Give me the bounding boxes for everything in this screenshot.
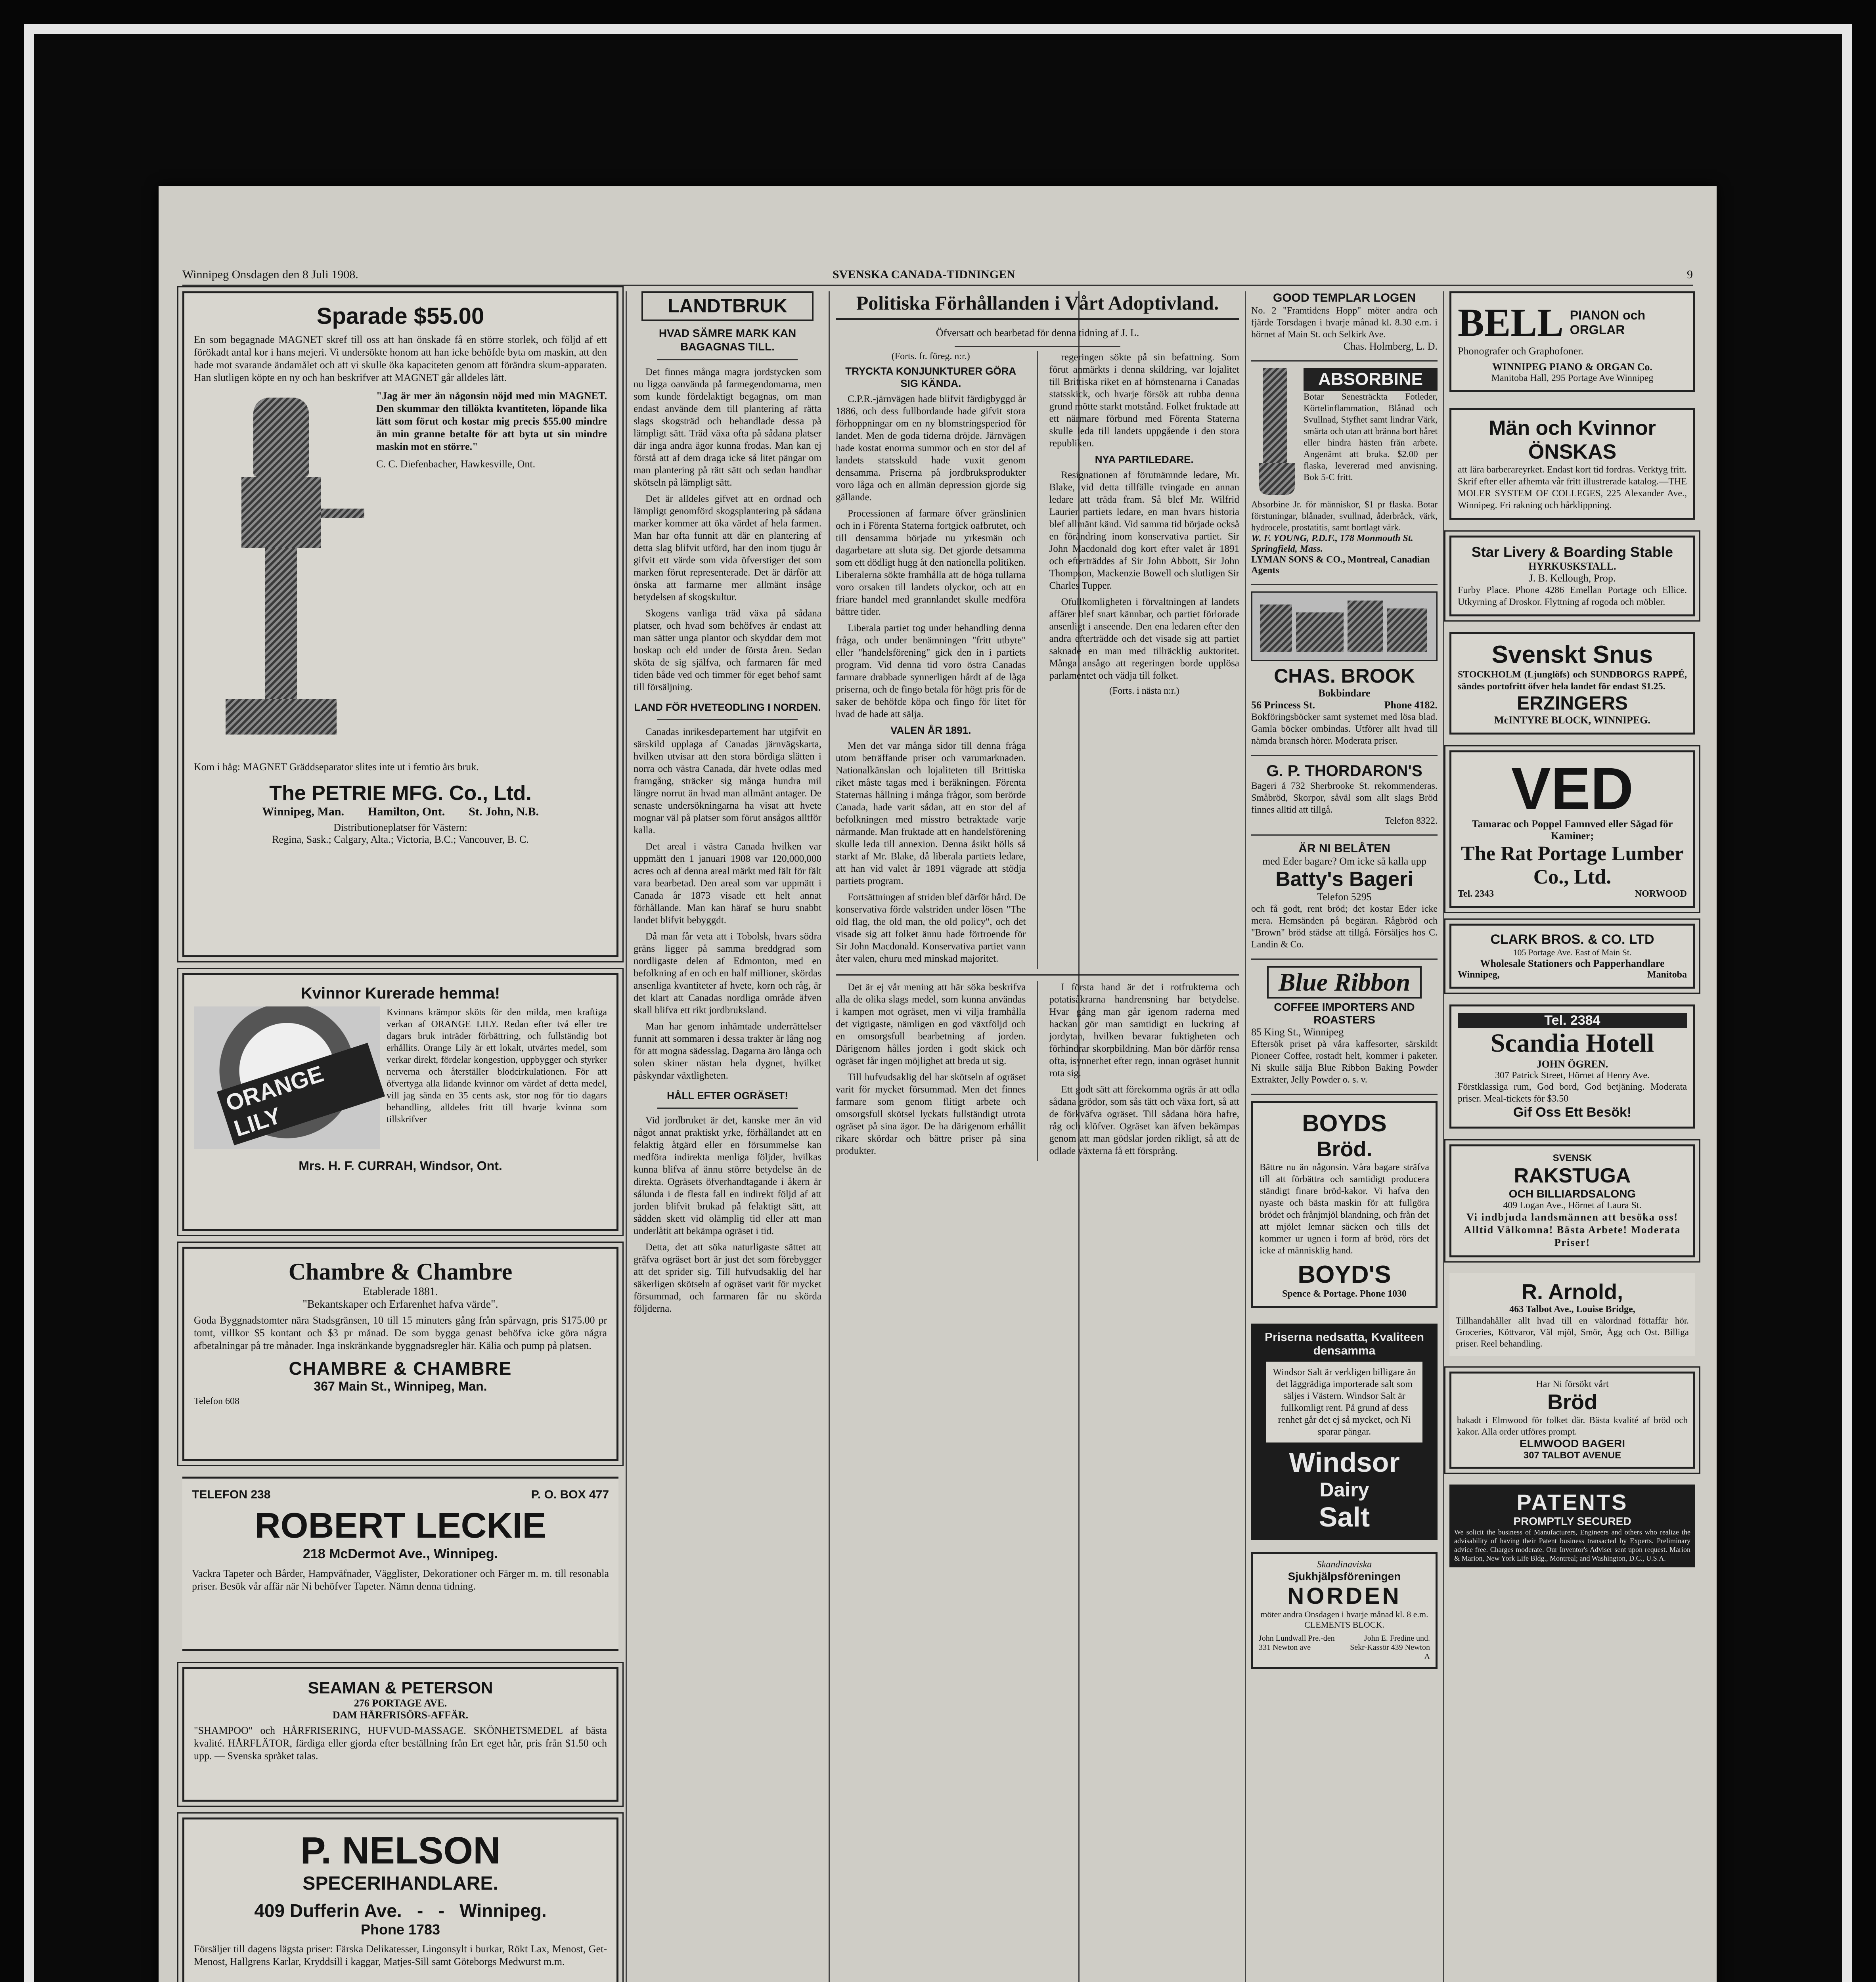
ad-title: RAKSTUGA xyxy=(1514,1164,1631,1187)
article-paragraph: C.P.R.-järnvägen hade blifvit färdigbyggd år 1886, och dess fullbordande hade gifvit stora förhoppningar om en ny blomstringsperiod för landet. Men de goda tiderna dröjde. Järnvägen hade kostat enorma summor och en stor del af landets statsskuld hade vuxit genom densamma. Priserna på jordbruksprodukter voro låga och en allmän depression gjorde sig gällande. xyxy=(836,394,1026,503)
ad-sub: Sjukhjälpsföreningen xyxy=(1288,1570,1401,1582)
ad-clark-bros xyxy=(1449,924,1695,989)
article-paragraph: Man har genom inhämtade underrättelser funnit att sommaren i dessa trakter är lång nog för att mogna sädesslag. Dagarna äro långa och solen skiner nästan hela dygnet, hvilket påskyndar växtligheten. xyxy=(634,1021,821,1081)
ad-boyds xyxy=(1251,1101,1438,1308)
masthead-title: SVENSKA CANADA-TIDNINGEN xyxy=(833,268,1015,281)
column-ads-left xyxy=(182,291,618,1982)
ad-title: Sparade $55.00 xyxy=(316,303,484,329)
ad-name: ERZINGERS xyxy=(1516,693,1628,714)
ad-est: Etablerade 1881. xyxy=(363,1286,438,1298)
article-paragraph: Canadas inrikesdepartement har utgifvit en särskild upplaga af Canadas järnvägskarta, hvilken utvisar att den stora bördiga slätten i norra och västra Canada, där hvete odlas med framgång, sträcker sig många hundra mil längre norrut än hvad man allmänt antager. De senaste undersökningarna ha visat att hvete mognar väl på platser som förut ansågos alltför kalla. xyxy=(634,727,821,836)
page-number: 9 xyxy=(1687,268,1693,281)
ad-text: Wholesale Stationers och Papperhandlare xyxy=(1480,958,1665,969)
ad-rakstuga xyxy=(1449,1144,1695,1257)
ad-star-livery xyxy=(1449,536,1695,616)
ad-text: Goda Byggnadstomter nära Stadsgränsen, 10 till 15 minuters gång från spårvagn, pris $175.00 pr tomt, villkor $5 kontant och $3 pr månad. De som bygga genast behöfva icke göra några afbetalningar på tre månader. Inga inskränkande byggnadsregler här. Kälia och pump på platsen. xyxy=(194,1314,607,1351)
ad-address: 307 Patrick Street, Hörnet af Henry Ave. xyxy=(1495,1070,1650,1081)
ad-phone: Telefon 608 xyxy=(194,1396,239,1406)
ad-company: The PETRIE MFG. Co., Ltd. xyxy=(269,782,532,805)
ad-title: Star Livery & Boarding Stable xyxy=(1471,544,1673,560)
ad-owner: J. B. Kellough, Prop. xyxy=(1529,572,1616,584)
ad-phone: Phone 4182. xyxy=(1384,699,1438,711)
ad-brand: Dairy xyxy=(1319,1479,1369,1501)
ad-name: BELL xyxy=(1458,300,1564,344)
ad-trade: Bokbindare xyxy=(1318,687,1371,699)
newspaper-page xyxy=(159,186,1717,1982)
article-paragraph: Liberala partiet tog under behandling denna fråga, och under benämningen "fritt utbyte" eller "handelsförening" gick den in i partiets program. Vid denna tid voro östra Canadas farmare drabbade synnerligen hårdt af de låga priserna, och de fingo betala för högt pris för de saker de behöfde köpa och fingo för litet för hvad de hade att sälja. xyxy=(836,623,1026,719)
article-continued: (Forts. i nästa n:r.) xyxy=(1109,686,1179,696)
ad-signer: C. C. Diefenbacher, Hawkesville, Ont. xyxy=(376,458,536,470)
ad-address: 409 Dufferin Ave. - - Winnipeg. xyxy=(254,1900,547,1921)
ad-address: 307 TALBOT AVENUE xyxy=(1523,1450,1621,1461)
ad-elmwood xyxy=(1449,1372,1695,1469)
ad-norden xyxy=(1251,1552,1438,1669)
ad-signer: Chas. Holmberg, L. D. xyxy=(1343,341,1438,352)
lily-flower-illustration xyxy=(194,1006,380,1149)
ad-phone: Telefon 5295 xyxy=(1317,891,1372,903)
column-rule xyxy=(1443,291,1444,1982)
article-paragraph: Till hufvudsaklig del har skötseln af ogräset varit för mycket försummad. Men det finnes farmare som genom flitigt arbete och omsorgsfull skötsel lyckats fullständigt utrota ogräset på sina ägor. De ha därigenom erhållit rikare skördar och bättre priser på sina produkter. xyxy=(836,1072,1026,1156)
column-ads-right xyxy=(1449,291,1695,1982)
article-paragraph: Men det var många sidor till denna fråga utom beträffande priser och varumarknaden. Nationalkänslan och lojaliteten till Brittiska riket måste tagas med i beräkningen. Förenta Staternas hållning i många frågor, som berörde Canada, hade varit sådan, att en stor del af befolkningen med misstro betraktade varje närmande. Man fruktade att en handelsförening skulle leda till annexion. Denna åsikt hölls så starkt af Mr. Blake, då liberala partiets ledare, att han vid valet år 1891 vägrade att stödja partiets program. xyxy=(836,740,1026,886)
ad-good-templar xyxy=(1251,291,1438,352)
ad-address: Spence & Portage. Phone 1030 xyxy=(1282,1289,1407,1299)
ad-text: STOCKHOLM (Ljunglöfs) och SUNDBORGS RAPPÉ, sändes portofritt öfver hela landet för endast $1.25. xyxy=(1458,670,1687,692)
ad-text: att lära barberareyrket. Endast kort tid fordras. Verktyg fritt. Skrif efter eller afhemta vår fritt illustrerade katalog.—THE MOLER SYSTEM OF COLLEGES, 225 Alexander Ave., Winnipeg. Fri rakning och hårklippning. xyxy=(1458,465,1687,511)
ad-sub: OCH BILLIARDSALONG xyxy=(1508,1188,1636,1200)
ad-prov: Manitoba xyxy=(1647,970,1687,980)
article-paragraph: Det finnes många magra jordstycken som nu ligga oanvända på farmegendomarna, men som kunde fördelaktigt begagnas, om man endast använde dem till plantering af rätta slags skogsträd och behandlade dessa på lämpligt sätt. Träd växa ofta på sådana platser där inga andra ägor kunna frodas. Man kan ej förstå att af dem draga icke så litet pängar om man plantering på rätt sätt och sedan handhar skötseln på lämpligt sätt. xyxy=(634,367,821,488)
ad-text: En som begagnade MAGNET skref till oss att han önskade få en större storlek, och följd af ett förökadt antal kor i hans mejeri. Vi undersökte honom att han icke behöfde byta om maskin, att den hade mot svarande ändamålet och att vi skulle öka kapaciteten genom att förändra skum-apparaten. Han slutligen köpte en ny och han beskrifver att MAGNET går alldeles lätt. xyxy=(194,334,607,383)
article-paragraph: Skogens vanliga träd växa på sådana platser, och hvad som behöfves är endast att man sätter unga plantor och skyddar dem mot boskap och eld under de första åren. Sedan sköta de sig själfva, och farmaren får med tiden både ved och timmer för eget behof samt till försäljning. xyxy=(634,608,821,693)
ad-name: G. P. THORDARON'S xyxy=(1266,762,1422,780)
ad-question: Har Ni försökt vårt xyxy=(1536,1379,1609,1389)
books-illustration xyxy=(1251,591,1438,661)
article-paragraph: Detta, det att söka naturligaste sättet att gräfva ogräset bort är just det som förebygger att det sprider sig. Till hufvudsaklig del har säkerligen skötseln af ogräset varit för mycket försummad, och farmaren får nu skörda följderna. xyxy=(634,1242,821,1314)
ad-officer: John E. Fredine und. Sekr-Kassör 439 Newton A xyxy=(1350,1634,1430,1661)
ad-address: Manitoba Hall, 295 Portage Ave Winnipeg xyxy=(1491,373,1654,383)
ad-address: 105 Portage Ave. East of Main St. xyxy=(1513,947,1632,957)
ad-pre: SVENSK xyxy=(1552,1153,1592,1163)
column-rule xyxy=(626,291,627,1982)
ad-address: 85 King St., Winnipeg xyxy=(1251,1026,1344,1038)
ad-seaman xyxy=(182,1667,618,1802)
column-ads-center xyxy=(1251,291,1438,1982)
article-paragraph: Vid jordbruket är det, kanske mer än vid något annat praktiskt yrke, förhållandet att en felaktig åtgärd eller en försummelse kan medföra indirekta menliga följder, hvilkas kunna blifva af ännu större betydelse än de direkta. Ogräsets öfverhandtagande i åkern är sålunda i de flesta fall en indirekt följd af att jorden blifvit brukad på felaktigt sätt, att sådden skett vid olämplig tid eller att man underlåtit att bekämpa ogräset i tid. xyxy=(634,1115,821,1236)
ad-address: 409 Logan Ave., Hörnet af Laura St. xyxy=(1503,1200,1642,1211)
column-rule xyxy=(1245,291,1246,1982)
ad-name: SEAMAN & PETERSON xyxy=(308,1678,493,1697)
article-byline: Öfversatt och bearbetad för denna tidning af J. L. xyxy=(936,327,1139,339)
ad-title: COFFEE IMPORTERS AND ROASTERS xyxy=(1274,1001,1415,1026)
ad-petrie xyxy=(182,291,618,957)
ad-name: P. NELSON xyxy=(300,1829,501,1872)
ad-name: BOYD'S xyxy=(1298,1261,1391,1288)
ad-agent: W. F. YOUNG, P.D.F., 178 Monmouth St. Springfield, Mass. xyxy=(1251,533,1413,554)
column-rule xyxy=(829,291,830,1982)
ad-name: ROBERT LECKIE xyxy=(255,1506,546,1546)
ad-dist-label: Distributioneplatser för Västern: xyxy=(333,822,467,833)
masthead-date: Winnipeg Onsdagen den 8 Juli 1908. xyxy=(182,268,358,281)
ad-phone: Phone 1783 xyxy=(360,1921,440,1938)
ad-logo: Blue Ribbon xyxy=(1267,966,1422,999)
ad-blue-ribbon xyxy=(1251,966,1438,1086)
ad-sub: med Eder bagare? Om icke så kalla upp xyxy=(1262,855,1426,867)
ad-name: Bröd xyxy=(1547,1390,1597,1414)
ad-text: Furby Place. Phone 4286 Emellan Portage och Ellice. Utkyrning af Droskor. Flyttning af rogoda och möbler. xyxy=(1458,585,1687,607)
ad-title: Chambre & Chambre xyxy=(288,1259,513,1285)
article-paragraph: Ett godt sätt att förekomma ogräs är att odla sådana grödor, som sås tätt och växa fort, så att de förkväfva ogräset. Till sådana höra hafre, råg och klöfver. Ogräset kan äfven bekämpas genom att man gödslar jorden rikligt, så att de odlade växterna få ett försprång. xyxy=(1049,1084,1239,1156)
ad-text: Tillhandahåller allt hvad till en välordnad föttaffär hör. Groceries, Köttvaror, Väl mjöl, Smör, Ägg och Ost. Billiga priser. Reel behandling. xyxy=(1456,1316,1689,1349)
column-landtbruk xyxy=(634,291,821,1982)
ad-chambre xyxy=(182,1247,618,1461)
ad-city: Winnipeg, xyxy=(1458,970,1500,980)
ad-scandia-hotell xyxy=(1449,1004,1695,1129)
ad-caption: Kom i håg: MAGNET Gräddseparator slites inte ut i femtio års bruk. xyxy=(194,761,479,773)
ad-ved xyxy=(1449,750,1695,908)
ad-top: Priserna nedsatta, Kvaliteen densamma xyxy=(1265,1331,1424,1357)
ad-address: 56 Princess St. xyxy=(1251,699,1315,711)
article-title: Politiska Förhållanden i Vårt Adoptivland. xyxy=(856,292,1219,314)
ad-sub: Bröd. xyxy=(1316,1137,1373,1161)
ad-windsor-salt xyxy=(1251,1324,1438,1540)
ad-cities: Winnipeg, Man. Hamilton, Ont. St. John, N.B. xyxy=(262,805,539,818)
ad-text: Bokföringsböcker samt systemet med lösa blad. Gamla böcker ombindas. Utförer allt hvad till nämda bransch hörer. Moderata priser. xyxy=(1251,712,1438,746)
ad-thordarson xyxy=(1251,762,1438,826)
ad-firm: CHAMBRE & CHAMBRE xyxy=(289,1358,512,1379)
ad-title: Svenskt Snus xyxy=(1491,641,1653,668)
ad-text: We solicit the business of Manufacturers, Engineers and others who realize the advisability of having their Patent business transacted by Experts. Preliminary advice free. Charges moderate. Our Inventor's Adviser sent upon request. Marion & Marion, New York Life Bldg., Montreal; and Washington, D.C., U.S.A. xyxy=(1454,1528,1690,1562)
ad-pre: Skandinaviska xyxy=(1317,1559,1372,1570)
ad-box: P. O. BOX 477 xyxy=(531,1488,609,1501)
ad-name: R. Arnold, xyxy=(1522,1280,1623,1304)
ad-officer: John Lundwall Pre.-den 331 Newton ave xyxy=(1259,1634,1335,1652)
article-headline: LAND FÖR HVETEODLING I NORDEN. xyxy=(634,701,821,713)
ad-chas-brook xyxy=(1251,591,1438,747)
ad-title: BOYDS xyxy=(1302,1110,1387,1136)
masthead xyxy=(182,266,1693,286)
ad-tel: TELEFON 238 xyxy=(192,1488,271,1501)
ad-text: "SHAMPOO" och HÅRFRISERING, HUFVUD-MASSAGE. SKÖNHETSMEDEL af bästa kvalité. HÅRFLÄTOR, färdiga eller gjorda efter beställning från Ert eget hår, pris från $1.50 och upp. — Svenska språket talas. xyxy=(194,1725,607,1762)
article-headline: HVAD SÄMRE MARK KAN BAGAGNAS TILL. xyxy=(659,327,796,353)
ad-signer: Mrs. H. F. CURRAH, Windsor, Ont. xyxy=(299,1159,502,1173)
article-headline: TRYCKTA KONJUNKTURER GÖRA SIG KÄNDA. xyxy=(845,365,1016,389)
article-headline: HÅLL EFTER OGRÄSET! xyxy=(667,1090,788,1102)
ad-text: Försäljer till dagens lägsta priser: Färska Delikatesser, Lingonsylt i burkar, Rökt Lax, Menost, Get-Menost, Hallgrens Karlar, Kryddsill i kaggar, Matjes-Sill samt Göteborgs Medwurst m.m. xyxy=(194,1943,607,1967)
column-politics xyxy=(836,291,1239,1982)
ad-name: Batty's Bageri xyxy=(1275,868,1413,891)
ad-address: 276 PORTAGE AVE. xyxy=(354,1697,447,1709)
ad-text: Absorbine Jr. för människor, $1 pr flaska. Botar förstuningar, blånader, svullnad, åderbråck, värk, hydrocele, prostatitis, samt bortlagt värk. xyxy=(1251,499,1438,532)
ad-bell-piano xyxy=(1449,291,1695,392)
ad-co: WINNIPEG PIANO & ORGAN Co. xyxy=(1492,361,1652,373)
ad-text: möter andra Onsdagen i hvarje månad kl. 8 e.m. CLEMENTS BLOCK. xyxy=(1260,1609,1428,1630)
article-paragraph: I första hand är det i rotfrukterna och potatisåkrarna handrensning har betydelse. Hvar gång man går igenom raderna med hackan gör man samtidigt en luckring af jordytan, hvilken bevarar fuktigheten och förhindrar skorpbildning. Man bör därför rensa ofta, isynnerhet efter regn, innan ogräset hunnit rota sig. xyxy=(1049,982,1239,1079)
ad-text: Kvinnans krämpor sköts för den milda, men kraftiga verkan af ORANGE LILY. Redan efter två eller tre dagars bruk inträder förbättring, och fullständig bot erhållits. Orange Lily är ett lokalt, utvärtes medel, som verkar direkt, fördelar kongestion, uppbygger och styrker nerverna och återställer blodcirkulationen. För att öfvertyga alla lidande kvinnor om värdet af detta medel, vill jag sända en 35 cents ask, stor nog för tio dagars behandling, alldeles fritt till hvarje kvinna som tillskrifver xyxy=(387,1007,607,1125)
ad-phone: Telefon 8322. xyxy=(1385,816,1438,826)
article-continued: (Forts. fr. föreg. n:r.) xyxy=(891,351,970,362)
ad-title: Män och Kvinnor ÖNSKAS xyxy=(1489,417,1656,463)
ad-canada: LYMAN SONS & CO., Montreal, Canadian Agents xyxy=(1251,555,1430,576)
article-paragraph: Det är alldeles gifvet att en ordnad och lämpligt genomförd skogsplantering på sådana marker kommer att öka värdet af hela farmen. Man har ofta funnit att där en plantering af detta slag blifvit utförd, har den inom tjugu år gifvit ett värde som vida öfverstiger det som marken förut representerade. Det är därför att önska att farmarne mer allmänt insåge betydelsen af skogskultur. xyxy=(634,494,821,603)
ad-slogan: Gif Oss Ett Besök! xyxy=(1513,1105,1632,1120)
ad-kind: PIANON och ORGLAR xyxy=(1570,308,1646,337)
ad-text: No. 2 "Framtidens Hopp" möter andra och fjärde Torsdagen i hvarje månad kl. 8.30 e.m. i hörnet af Main St. och Selkirk Ave. xyxy=(1251,306,1438,340)
separator-illustration xyxy=(194,390,368,754)
article-paragraph: regeringen sökte på sin befattning. Som förut anmärkts i denna skildring, var lojalitet till Brittiska riket en af hörnstenarna i Canadas statsskick, och hvarje försök att rubba denna grund mötte starkt motstånd. Folket fruktade att ett närmare förbund med Förenta Staterna skulle leda till landets uppgående i den stora republiken. xyxy=(1049,352,1239,449)
ad-svenskt-snus xyxy=(1449,632,1695,735)
ad-title: VED xyxy=(1511,755,1634,822)
ad-text: Vi indbjuda landsmännen att besöka oss! Alltid Välkomna! Bästa Arbete! Moderata Priser! xyxy=(1464,1211,1681,1248)
article-paragraph: Ofullkomligheten i förvaltningen af landets affärer blef snart kännbar, och partiet förlorade ansenligt i anseende. Den ena ledaren efter den andra efterträdde och det visade sig att partiet saknade en man med tillräcklig auktoritet. Många ansågo att regeringen borde upplösa parlamentet och vädja till folket. xyxy=(1049,597,1239,681)
ad-nelson xyxy=(182,1817,618,1982)
ad-sub: Phonografer och Graphofoner. xyxy=(1458,345,1583,357)
article-headline: VALEN ÅR 1891. xyxy=(890,724,971,736)
ad-text: Förstklassiga rum, God bord, God betjäning. Moderata priser. Meal-tickets för $3.50 xyxy=(1458,1082,1687,1104)
article-paragraph: Fortsättningen af striden blef därför hård. De konservativa förde valstriden under lösen "The old flag, the old man, the old policy", och det visade sig att folket ännu hade förtroende för Sir John Macdonald. Konservativa partiet vann åter valen, ehuru med minskad majoritet. xyxy=(836,892,1026,964)
ad-text: Windsor Salt är verkligen billigare än det läggrädiga importerade salt som säljes i Västern. Windsor Salt är fullkomligt rent. På grund af dess renhet går det ej så mycket, och Ni sparar pängar. xyxy=(1266,1362,1422,1442)
ad-text: Tamarac och Poppel Famnved eller Sågad för Kaminer; xyxy=(1472,818,1673,842)
ad-text: bakadt i Elmwood för folket där. Bästa kvalité af bröd och kakor. Alla order utföres prompt. xyxy=(1457,1415,1688,1437)
ad-sub: HYRKUSKSTALL. xyxy=(1528,561,1616,572)
ad-patents xyxy=(1449,1485,1695,1567)
ad-sub: DAM HÅRFRISÖRS-AFFÄR. xyxy=(332,1709,469,1721)
ad-quote: "Jag är mer än någonsin nöjd med min MAGNET. Den skummar den tillökta kvantiteten, löpande lika lätt som förut och kostar mig precis $55.00 mindre än min granne betalte för att byta ut sin mindre maskin mot en större." xyxy=(376,390,607,452)
ad-address: 218 McDermot Ave., Winnipeg. xyxy=(302,1546,498,1561)
ad-text: Eftersök priset på våra kaffesorter, särskildt Pioneer Coffee, rostadt helt, kommer i paketer. Ni skulle sälja Blue Ribbon Baking Powder Extrakter, Jelly Powder o. s. v. xyxy=(1251,1039,1438,1085)
ad-text: Bageri å 732 Sherbrooke St. rekommenderas. Småbröd, Skorpor, såväl som allt slags Bröd finnes alltid att tillgå. xyxy=(1251,781,1438,815)
ad-area: NORWOOD xyxy=(1635,889,1687,899)
section-title: LANDTBRUK xyxy=(668,296,787,317)
ad-name: Scandia Hotell xyxy=(1490,1029,1654,1058)
horse-leg-illustration xyxy=(1251,368,1299,499)
ad-text: och få godt, rent bröd; det kostar Eder icke mera. Hemsänden på begäran. Rågbröd och "Brown" bröd städse att tillgå. Försäljes hos C. Landin & Co. xyxy=(1251,904,1438,950)
ad-co: The Rat Portage Lumber Co., Ltd. xyxy=(1461,842,1684,888)
ad-sub: PROMPTLY SECURED xyxy=(1513,1515,1631,1527)
ad-title: ABSORBINE xyxy=(1304,368,1438,391)
ad-title: Kvinnor Kurerade hemma! xyxy=(301,985,500,1002)
ad-orange-lily xyxy=(182,973,618,1231)
ad-tel: Tel. 2343 xyxy=(1458,889,1494,899)
ad-name: CLARK BROS. & CO. LTD xyxy=(1490,932,1654,947)
article-headline: NYA PARTILEDARE. xyxy=(1095,453,1194,465)
ad-question: ÄR NI BELÅTEN xyxy=(1298,842,1390,855)
article-paragraph: Då man får veta att i Tobolsk, hvars södra gräns ligger på samma breddgrad som nordligaste delen af Edmonton, med en befolkning af en och en half millioner, skördas ansenliga kvantiteter af hvete, korn och råg, är det klart att Canadas nordliga område äfven skall blifva ett rikt jordbruksland. xyxy=(634,931,821,1016)
ad-batty xyxy=(1251,842,1438,951)
ad-tel: Tel. 2384 xyxy=(1458,1013,1687,1028)
ad-text: Bättre nu än någonsin. Våra bagare sträfva till att förbättra och samtidigt producera ständigt finare bröd-kakor. Vi hafva den nyaste och bästa maskin för att fullgöra brödet och frånjmjöl blandning, och från det att mjölet lemnar säcken och tills det kommer ur ugnen i form af bröd, rörs det icke af människlig hand. xyxy=(1260,1162,1429,1256)
article-paragraph: Det är ej vår mening att här söka beskrifva alla de olika slags medel, som kunna användas i kampen mot ogräset, men vi vilja framhålla det vigtigaste, nämligen en god växtföljd och en omsorgsfull bearbetning af jorden. Därigenom hålles jorden i godt skick och ogräset får ingen möjlighet att breda ut sig. xyxy=(836,982,1026,1066)
ad-address: 463 Talbot Ave., Louise Bridge, xyxy=(1509,1304,1635,1314)
article-paragraph: Det areal i västra Canada hvilken var uppmätt den 1 januari 1908 var 120,000,000 acres och af denna areal märkt med fält för fält vara bearbetad. Den areal som var uppmätt i Canada år 1873 visade ett helt annat förhållande. Man kan häraf se huru snabbt landet blifvit bebyggdt. xyxy=(634,841,821,926)
ad-leckie xyxy=(182,1477,618,1651)
lily-label: ORANGE LILY xyxy=(217,1043,385,1146)
ad-brand: Salt xyxy=(1319,1502,1370,1532)
ad-title: PATENTS xyxy=(1516,1490,1628,1515)
article-paragraph: Resignationen af förutnämnde ledare, Mr. Blake, vid detta tillfälle tvingade en annan ledare att träda fram. Så blef Mr. Wilfrid Laurier partiets ledare, en man hvars historia blef allmänt känd. Vid samma tid började också en förändring inom konservativa partiet. Sir John Macdonald dog kort efter valet år 1891 och efterträddes af Sir John Abbott, Sir John Thompson, Mackenzie Bowell och slutligen Sir Charles Tupper. xyxy=(1049,470,1239,591)
ad-text: Vackra Tapeter och Bårder, Hampväfnader, Vägglister, Dekorationer och Färger m. m. till resonabla priser. Besök vår affär när Ni behöfver Tapeter. Nämn denna tidning. xyxy=(192,1568,609,1592)
ad-address: 367 Main St., Winnipeg, Man. xyxy=(314,1379,487,1393)
ad-address: McINTYRE BLOCK, WINNIPEG. xyxy=(1494,714,1650,726)
ad-brand: Windsor xyxy=(1289,1447,1400,1478)
ad-trade: SPECERIHANDLARE. xyxy=(302,1873,498,1894)
ad-dist: Regina, Sask.; Calgary, Alta.; Victoria, B.C.; Vancouver, B. C. xyxy=(272,834,529,845)
ad-absorbine xyxy=(1251,368,1438,576)
ad-name: CHAS. BROOK xyxy=(1274,665,1415,687)
ad-slogan: "Bekantskaper och Erfarenhet hafva värde". xyxy=(302,1298,498,1310)
ad-bakery: ELMWOOD BAGERI xyxy=(1520,1437,1625,1450)
ad-text: Botar Senesträckta Fotleder, Körtelinflammation, Blånad och Svullnad, Styfhet samt lindrar Värk, smärta och utan att bränna bort håret eller hindra hästen från arbete. Angenämt att bruka. $2.00 per flaska, levererad med anvisning. Bok 5-C fritt. xyxy=(1304,392,1438,482)
article-paragraph: Processionen af farmare öfver gränslinien och in i Förenta Staterna fortgick oafbrutet, och till densamma började nu yrkesmän och dagarbetare att sluta sig. Det gjorde detsamma som ett dödligt hugg åt den nationella politiken. Liberalerna sökte framhålla att de höga tullarna voro orsaken till landets olyckor, och att en friare handel med grannlandet skulle medföra bättre tider. xyxy=(836,508,1026,617)
ad-arnold xyxy=(1449,1273,1695,1356)
ad-moler xyxy=(1449,408,1695,520)
ad-title: GOOD TEMPLAR LOGEN xyxy=(1273,291,1416,304)
ad-owner: JOHN ÖGREN. xyxy=(1536,1058,1608,1070)
ad-name: NORDEN xyxy=(1287,1583,1401,1609)
